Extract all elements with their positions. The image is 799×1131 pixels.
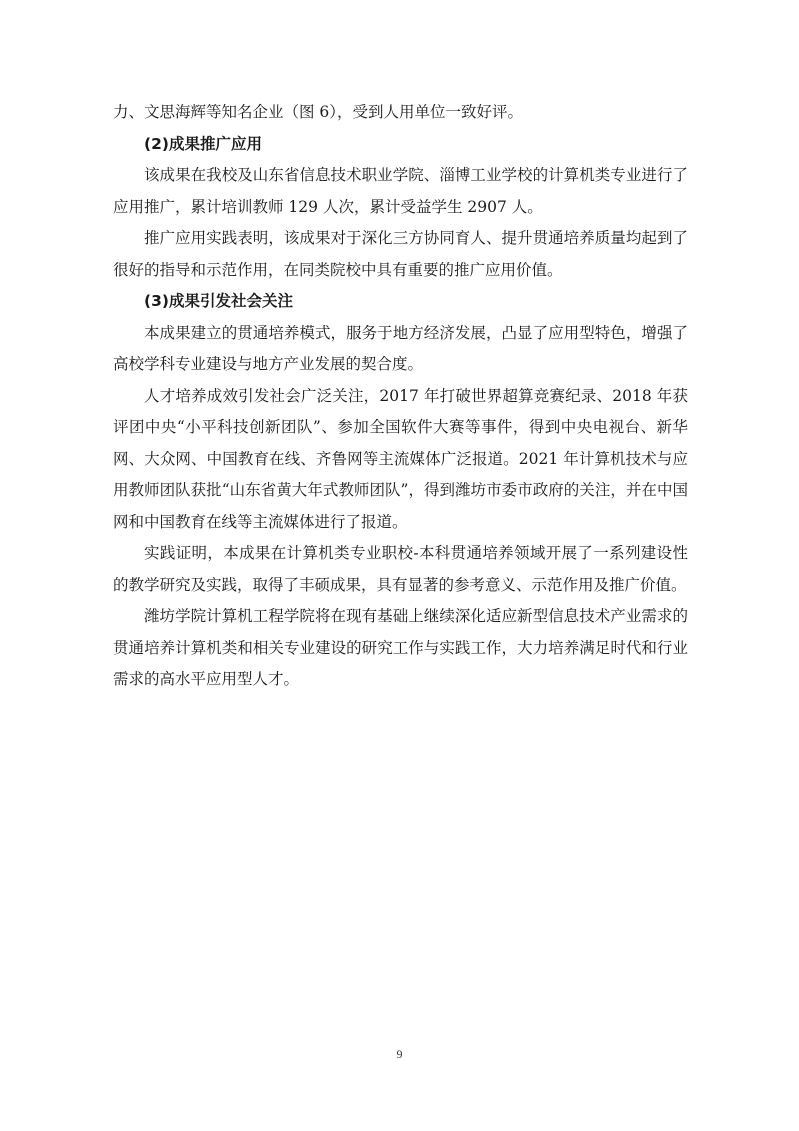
body-paragraph-proof: 实践证明，本成果在计算机类专业职校-本科贯通培养领域开展了一系列建设性的教学研究及实践，取得了丰硕成果，具有显著的参考意义、示范作用及推广价值。 [113,544,688,594]
body-paragraph-model: 本成果建立的贯通培养模式，服务于地方经济发展，凸显了应用型特色，增强了高校学科专业建设与地方产业发展的契合度。 [113,323,688,373]
body-paragraph-outlook: 潍坊学院计算机工程学院将在现有基础上继续深化适应新型信息技术产业需求的贯通培养计算机类和相关专业建设的研究工作与实践工作，大力培养满足时代和行业需求的高水平应用型人才。 [113,607,688,688]
document-body [113,97,688,696]
body-paragraph-media: 人才培养成效引发社会广泛关注，2017 年打破世界超算竞赛纪录、2018 年获评团中央“小平科技创新团队”、参加全国软件大赛等事件，得到中央电视台、新华网、大众网、中国教育在线、齐鲁网等主流媒体广泛报道。2021 年计算机技术与应用教师团队获批“山东省黄大年式教师团队”，得到潍坊市委市政府的关注，并在中国网和中国教育在线等主流媒体进行了报道。 [113,386,688,531]
page-number: 9 [396,1047,403,1061]
body-paragraph-continuation: 力、文思海辉等知名企业（图 6），受到人用单位一致好评。 [113,103,524,121]
section-heading-promotion: (2)成果推广应用 [144,134,262,153]
body-paragraph-promotion: 该成果在我校及山东省信息技术职业学院、淄博工业学校的计算机类专业进行了应用推广，累计培训教师 129 人次，累计受益学生 2907 人。 [113,166,688,216]
section-heading-social-attention: (3)成果引发社会关注 [144,292,293,310]
body-paragraph-practice: 推广应用实践表明，该成果对于深化三方协同育人、提升贯通培养质量均起到了很好的指导和示范作用，在同类院校中具有重要的推广应用价值。 [113,229,688,279]
